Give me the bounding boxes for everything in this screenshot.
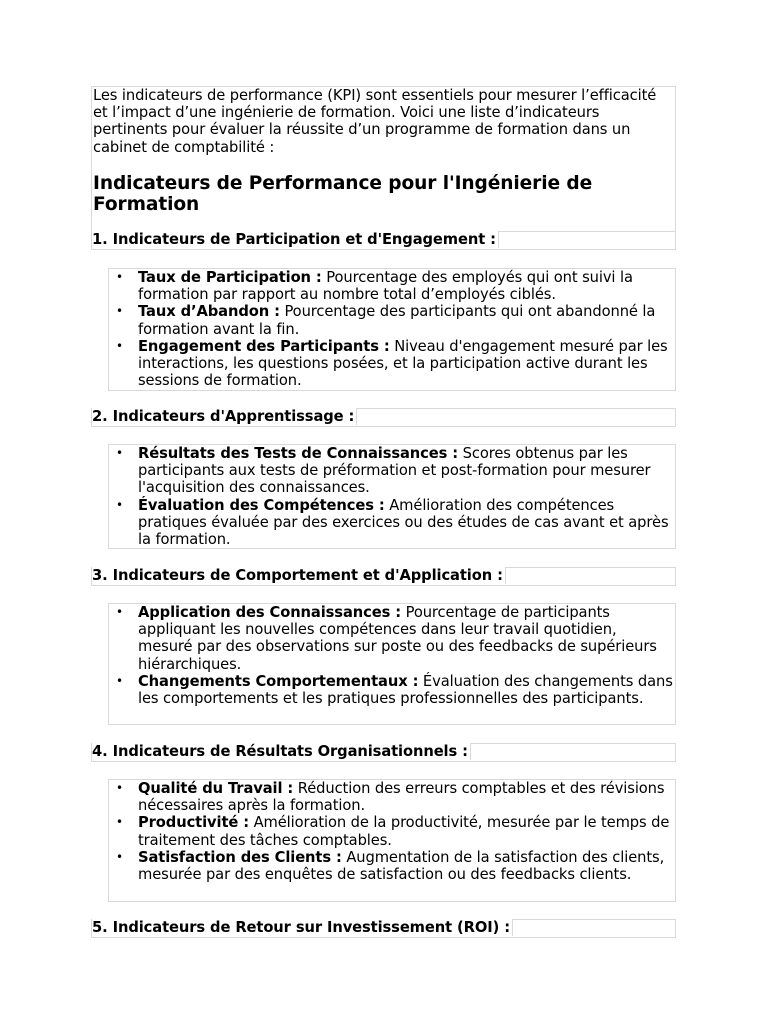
section-list-2 xyxy=(108,444,676,549)
bullet-icon: • xyxy=(116,270,123,284)
list-item: • Changements Comportementaux : Évaluation des changements dans les comportements et les pratiques professionnelles des participants. xyxy=(116,672,673,708)
section-list-3 xyxy=(108,603,676,725)
bullet-icon: • xyxy=(116,497,123,512)
section-heading-1 xyxy=(91,231,499,250)
list-item: • Évaluation des Compétences : Amélioration des compétences pratiques évaluée par des exercices ou des études de cas avant et après la formation. xyxy=(116,496,669,549)
intro-block xyxy=(91,86,676,250)
list-item: • Engagement des Participants : Niveau d'engagement mesuré par les interactions, les questions posées, et la participation active durant les sessions de formation. xyxy=(116,337,668,390)
bullet-icon: • xyxy=(116,446,123,460)
list-item: • Productivité : Amélioration de la productivité, mesurée par le temps de traitement des tâches comptables. xyxy=(116,814,670,849)
section-heading-4-label: 4. Indicateurs de Résultats Organisationnels : xyxy=(92,743,471,760)
section-heading-4 xyxy=(91,743,471,762)
section-heading-1-label: 1. Indicateurs de Participation et d'Engagement : xyxy=(92,231,499,248)
section-list-1 xyxy=(108,268,676,391)
section-heading-3-label: 3. Indicateurs de Comportement et d'Application : xyxy=(92,567,506,584)
list-item: • Taux de Participation : Pourcentage des employés qui ont suivi la formation par rapport au nombre total d’employés ciblés. xyxy=(116,269,633,304)
intro-paragraph: Les indicateurs de performance (KPI) sont essentiels pour mesurer l’efficacité et l’impact d’une ingénierie de formation. Voici une liste d’indicateurs pertinents pour évaluer la réussite d’un programme de formation dans un cabinet de comptabilité : xyxy=(93,87,657,156)
section-heading-2-label: 2. Indicateurs d'Apprentissage : xyxy=(92,408,357,425)
bullet-icon: • xyxy=(116,781,123,795)
bullet-icon: • xyxy=(116,338,123,353)
section-heading-5 xyxy=(91,919,513,938)
section-heading-2 xyxy=(91,408,357,427)
bullet-icon: • xyxy=(116,849,123,864)
bullet-icon: • xyxy=(116,605,123,619)
bullet-icon: • xyxy=(116,673,123,688)
section-heading-3 xyxy=(91,567,506,586)
bullet-icon: • xyxy=(116,304,123,319)
bullet-icon: • xyxy=(116,815,123,830)
document-title: Indicateurs de Performance pour l'Ingénierie de Formation xyxy=(93,172,593,215)
list-item: • Qualité du Travail : Réduction des erreurs comptables et des révisions nécessaires après la formation. xyxy=(116,780,665,815)
list-item: • Résultats des Tests de Connaissances : Scores obtenus par les participants aux tests de préformation et post-formation pour mesurer l'acquisition des connaissances. xyxy=(116,445,651,497)
list-item: • Taux d’Abandon : Pourcentage des participants qui ont abandonné la formation avant la fin. xyxy=(116,303,656,338)
section-heading-5-label: 5. Indicateurs de Retour sur Investissement (ROI) : xyxy=(92,919,513,936)
section-list-4 xyxy=(108,779,676,902)
list-item: • Application des Connaissances : Pourcentage de participants appliquant les nouvelles compétences dans leur travail quotidien, mesuré par des observations sur poste ou des feedbacks de supérieurs hiérarchiques. xyxy=(116,604,657,673)
list-item: • Satisfaction des Clients : Augmentation de la satisfaction des clients, mesurée par des enquêtes de satisfaction ou des feedbacks clients. xyxy=(116,848,665,884)
